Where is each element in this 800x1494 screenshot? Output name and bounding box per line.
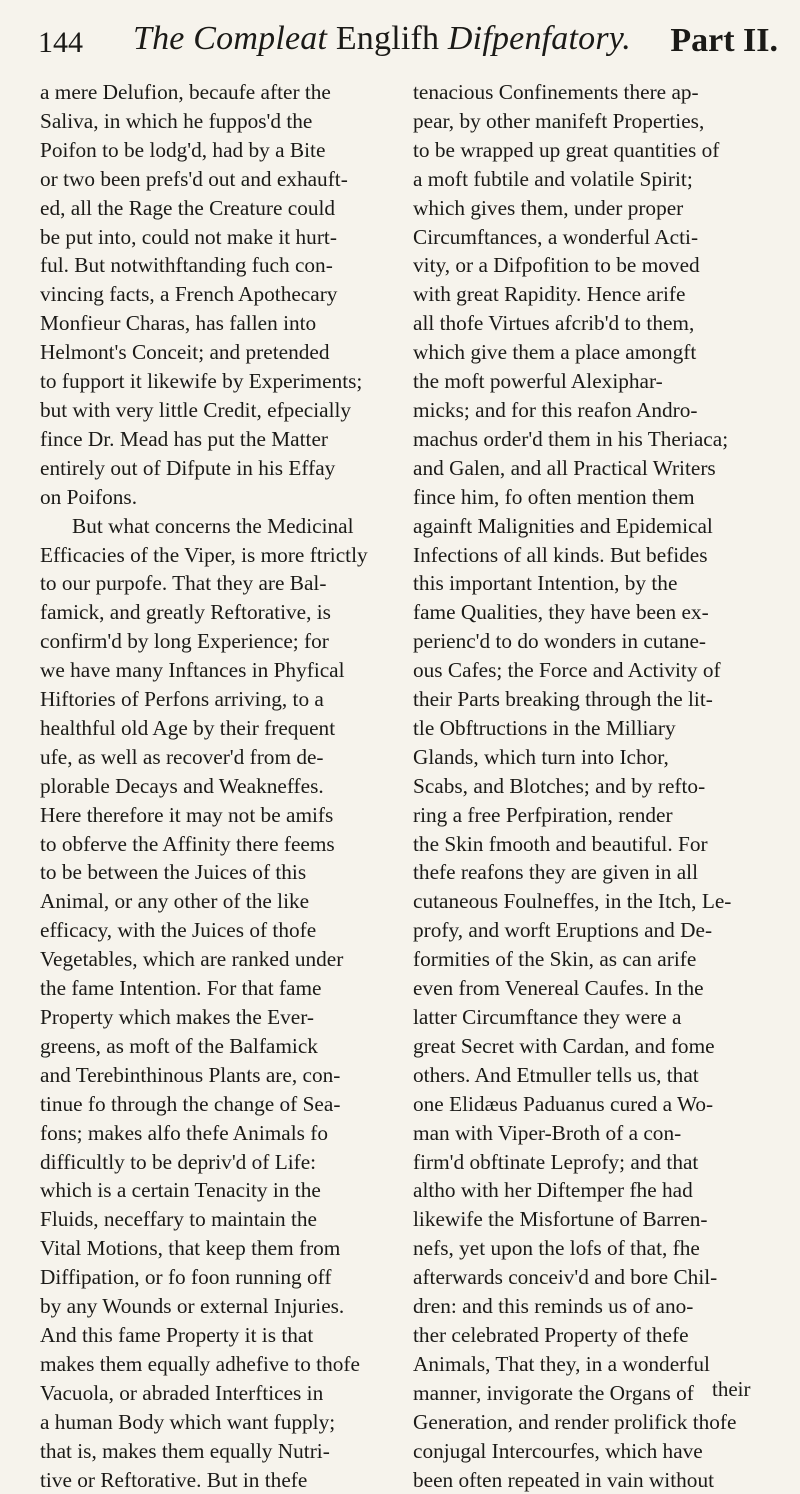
text-line: fince Dr. Mead has put the Matter [40, 425, 380, 454]
text-line: Hiftories of Perfons arriving, to a [40, 685, 380, 714]
text-line: vity, or a Difpofition to be moved [413, 251, 768, 280]
text-line: we have many Inftances in Phyfical [40, 656, 380, 685]
text-line: others. And Etmuller tells us, that [413, 1061, 768, 1090]
text-line: Circumftances, a wonderful Acti- [413, 223, 768, 252]
text-line: profy, and worft Eruptions and De- [413, 916, 768, 945]
text-line: which is a certain Tenacity in the [40, 1176, 380, 1205]
text-line: tle Obftructions in the Milliary [413, 714, 768, 743]
text-line: healthful old Age by their frequent [40, 714, 380, 743]
text-line: even from Venereal Caufes. In the [413, 974, 768, 1003]
text-line: nefs, yet upon the lofs of that, fhe [413, 1234, 768, 1263]
text-line: afterwards conceiv'd and bore Chil- [413, 1263, 768, 1292]
text-line: thefe reafons they are given in all [413, 858, 768, 887]
text-line: Glands, which turn into Ichor, [413, 743, 768, 772]
text-line: ful. But notwithftanding fuch con- [40, 251, 380, 280]
text-line: and Terebinthinous Plants are, con- [40, 1061, 380, 1090]
text-line: entirely out of Difpute in his Effay [40, 454, 380, 483]
text-line: formities of the Skin, as can arife [413, 945, 768, 974]
text-line: Here therefore it may not be amifs [40, 801, 380, 830]
text-line: by any Wounds or external Injuries. [40, 1292, 380, 1321]
text-line: Vacuola, or abraded Interftices in [40, 1379, 380, 1408]
text-line: ed, all the Rage the Creature could [40, 194, 380, 223]
left-text-column [40, 78, 380, 1494]
running-title-part-c: Difpenfatory. [448, 20, 631, 57]
text-line: with great Rapidity. Hence arife [413, 280, 768, 309]
text-line: dren: and this reminds us of ano- [413, 1292, 768, 1321]
text-line: greens, as moft of the Balfamick [40, 1032, 380, 1061]
text-line: Saliva, in which he fuppos'd the [40, 107, 380, 136]
text-line: machus order'd them in his Theriaca; [413, 425, 768, 454]
text-line: tive or Reftorative. But in thefe [40, 1466, 380, 1494]
text-line: to be wrapped up great quantities of [413, 136, 768, 165]
text-line: firm'd obftinate Leprofy; and that [413, 1148, 768, 1177]
text-line: vincing facts, a French Apothecary [40, 280, 380, 309]
text-line: famick, and greatly Reftorative, is [40, 598, 380, 627]
running-title [133, 20, 631, 58]
text-line: altho with her Diftemper fhe had [413, 1176, 768, 1205]
text-line: on Poifons. [40, 483, 380, 512]
text-line: Monfieur Charas, has fallen into [40, 309, 380, 338]
text-line: Animal, or any other of the like [40, 887, 380, 916]
page-number: 144 [38, 26, 83, 60]
text-line: ous Cafes; the Force and Activity of [413, 656, 768, 685]
text-line: Vegetables, which are ranked under [40, 945, 380, 974]
text-line: Generation, and render prolifick thofe [413, 1408, 768, 1437]
text-line: this important Intention, by the [413, 569, 768, 598]
text-line: againft Malignities and Epidemical [413, 512, 768, 541]
text-line: been often repeated in vain without [413, 1466, 768, 1494]
text-line: fame Qualities, they have been ex- [413, 598, 768, 627]
text-line: to our purpofe. That they are Bal- [40, 569, 380, 598]
text-line: be put into, could not make it hurt- [40, 223, 380, 252]
text-line: all thofe Virtues afcrib'd to them, [413, 309, 768, 338]
text-line: and Galen, and all Practical Writers [413, 454, 768, 483]
text-line: Efficacies of the Viper, is more ftrictly [40, 541, 380, 570]
text-line: cutaneous Foulneffes, in the Itch, Le- [413, 887, 768, 916]
text-line: to obferve the Affinity there feems [40, 830, 380, 859]
text-line: Property which makes the Ever- [40, 1003, 380, 1032]
text-line: tinue fo through the change of Sea- [40, 1090, 380, 1119]
text-line: conjugal Intercourfes, which have [413, 1437, 768, 1466]
text-line: which give them a place amongft [413, 338, 768, 367]
text-line: the moft powerful Alexiphar- [413, 367, 768, 396]
text-line: Infections of all kinds. But befides [413, 541, 768, 570]
text-line: Fluids, neceffary to maintain the [40, 1205, 380, 1234]
text-line: fince him, fo often mention them [413, 483, 768, 512]
text-line: Scabs, and Blotches; and by refto- [413, 772, 768, 801]
text-line: to be between the Juices of this [40, 858, 380, 887]
text-line: the Skin fmooth and beautiful. For [413, 830, 768, 859]
text-line: ring a free Perfpiration, render [413, 801, 768, 830]
text-line: likewife the Misfortune of Barren- [413, 1205, 768, 1234]
text-line: confirm'd by long Experience; for [40, 627, 380, 656]
text-line: a moft fubtile and volatile Spirit; [413, 165, 768, 194]
text-line: ufe, as well as recover'd from de- [40, 743, 380, 772]
text-line: tenacious Confinements there ap- [413, 78, 768, 107]
text-line: Helmont's Conceit; and pretended [40, 338, 380, 367]
text-line: or two been prefs'd out and exhauft- [40, 165, 380, 194]
text-line: Diffipation, or fo foon running off [40, 1263, 380, 1292]
text-line: great Secret with Cardan, and fome [413, 1032, 768, 1061]
text-line: And this fame Property it is that [40, 1321, 380, 1350]
text-line: efficacy, with the Juices of thofe [40, 916, 380, 945]
running-title-part-a: The Compleat [133, 20, 327, 57]
right-text-column [413, 78, 768, 1494]
text-line: which gives them, under proper [413, 194, 768, 223]
text-line: makes them equally adhefive to thofe [40, 1350, 380, 1379]
text-line: one Elidæus Paduanus cured a Wo- [413, 1090, 768, 1119]
text-line: plorable Decays and Weakneffes. [40, 772, 380, 801]
catchword: their [712, 1377, 750, 1402]
text-line: the fame Intention. For that fame [40, 974, 380, 1003]
text-line: micks; and for this reafon Andro- [413, 396, 768, 425]
text-line: Animals, That they, in a wonderful [413, 1350, 768, 1379]
text-line: Poifon to be lodg'd, had by a Bite [40, 136, 380, 165]
text-line: man with Viper-Broth of a con- [413, 1119, 768, 1148]
text-line: a mere Delufion, becaufe after the [40, 78, 380, 107]
text-line: but with very little Credit, efpecially [40, 396, 380, 425]
running-header [38, 12, 778, 70]
text-line: to fupport it likewife by Experiments; [40, 367, 380, 396]
text-line: fons; makes alfo thefe Animals fo [40, 1119, 380, 1148]
text-line: But what concerns the Medicinal [40, 512, 380, 541]
text-line: latter Circumftance they were a [413, 1003, 768, 1032]
running-title-part-b: Englifh [336, 20, 439, 57]
text-line: their Parts breaking through the lit- [413, 685, 768, 714]
part-label: Part II. [670, 22, 778, 60]
text-line: difficultly to be depriv'd of Life: [40, 1148, 380, 1177]
text-line: pear, by other manifeft Properties, [413, 107, 768, 136]
text-line: that is, makes them equally Nutri- [40, 1437, 380, 1466]
text-line: manner, invigorate the Organs of [413, 1379, 768, 1408]
text-line: Vital Motions, that keep them from [40, 1234, 380, 1263]
text-line: perienc'd to do wonders in cutane- [413, 627, 768, 656]
text-line: ther celebrated Property of thefe [413, 1321, 768, 1350]
text-line: a human Body which want fupply; [40, 1408, 380, 1437]
